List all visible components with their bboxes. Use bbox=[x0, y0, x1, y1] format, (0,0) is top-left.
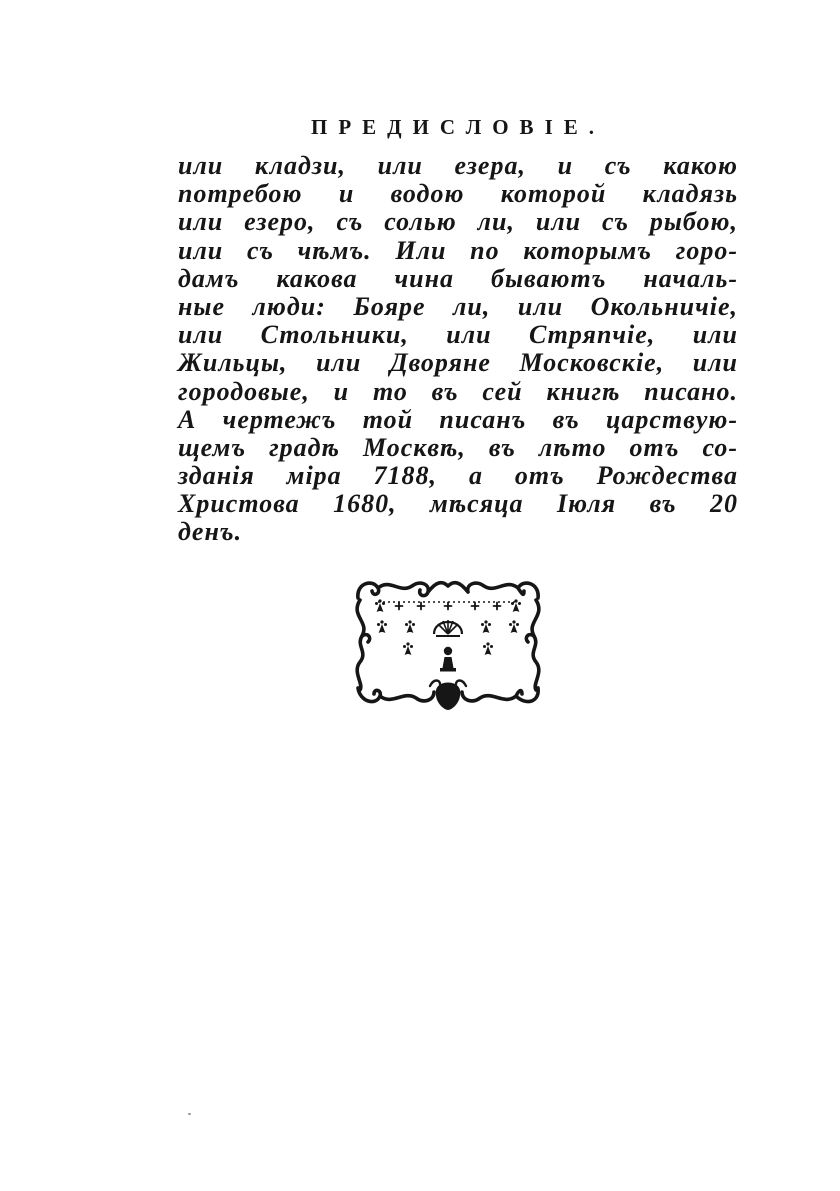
shell-motif bbox=[434, 620, 462, 636]
text-line: или Стольники, или Стряпчіе, или bbox=[178, 320, 738, 350]
text-line: денъ. bbox=[178, 517, 243, 547]
ornament-frame-left bbox=[357, 600, 369, 690]
ornament-frame-right bbox=[526, 600, 538, 690]
text-line: ные люди: Бояре ли, или Окольничіе, bbox=[178, 291, 738, 321]
scan-speck bbox=[188, 1113, 191, 1115]
acorn-motif bbox=[436, 683, 461, 711]
text-line: потребою и водою которой кладязь bbox=[178, 179, 738, 209]
text-line: или кладзи, или езера, и съ какою bbox=[178, 151, 738, 180]
text-line: городовые, и то въ сей книгѣ писано. bbox=[178, 376, 738, 406]
cross-mark bbox=[494, 603, 501, 610]
preface-text bbox=[178, 152, 738, 547]
text-line: дамъ какова чина бываютъ началь- bbox=[178, 263, 738, 293]
pawn-base bbox=[440, 668, 456, 672]
ornament-frame-top bbox=[358, 583, 538, 598]
running-header: ПРЕДИСЛОВІЕ. bbox=[310, 115, 605, 139]
text-line: или съ чѣмъ. Или по которымъ горо- bbox=[178, 235, 738, 265]
ermine-spot bbox=[483, 642, 493, 655]
ermine-spot bbox=[511, 599, 521, 612]
text-line: щемъ градѣ Москвѣ, въ лѣто отъ со- bbox=[178, 432, 738, 462]
pawn-head bbox=[444, 647, 452, 655]
ermine-spot bbox=[481, 620, 491, 633]
ermine-spot bbox=[509, 620, 519, 633]
text-line: или езеро, съ солью ли, или съ рыбою, bbox=[178, 207, 738, 237]
text-line: зданія міра 7188, а отъ Рождества bbox=[178, 461, 738, 491]
ermine-spot bbox=[403, 642, 413, 655]
pawn-body bbox=[443, 657, 454, 668]
ermine-spot bbox=[377, 620, 387, 633]
cross-mark bbox=[445, 603, 452, 610]
cross-mark bbox=[396, 603, 403, 610]
printers-ornament bbox=[350, 572, 546, 712]
ermine-spot bbox=[405, 620, 415, 633]
text-line: А чертежъ той писанъ въ царствую- bbox=[178, 404, 738, 434]
ermine-spot bbox=[375, 599, 385, 612]
cross-mark bbox=[418, 603, 425, 610]
text-line: Христова 1680, мѣсяца Іюля въ 20 bbox=[178, 489, 738, 519]
shell-ribs bbox=[438, 620, 458, 634]
text-line: Жильцы, или Дворяне Московскіе, или bbox=[178, 348, 738, 378]
cross-mark bbox=[472, 603, 479, 610]
pawn-figure bbox=[440, 647, 456, 672]
